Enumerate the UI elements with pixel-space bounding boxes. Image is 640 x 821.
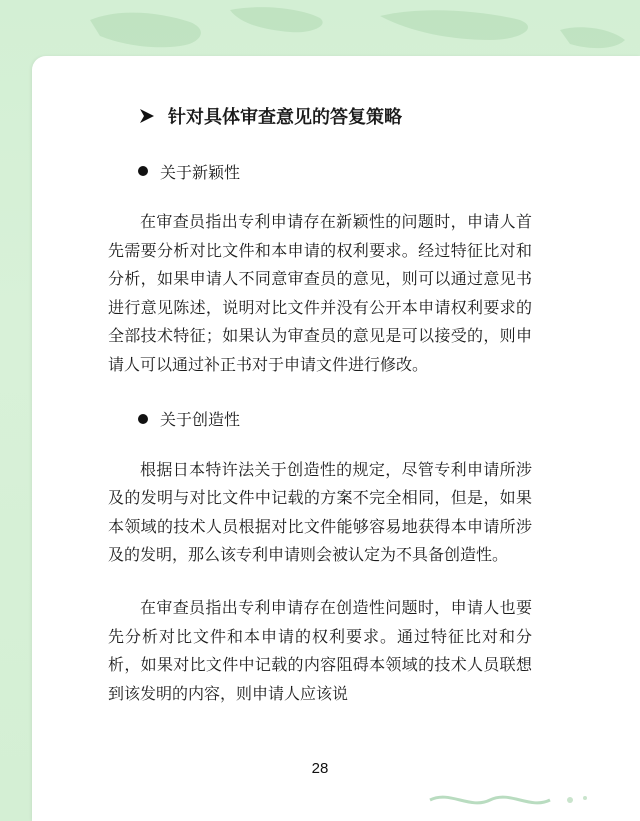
paragraph-inventiveness-2: 在审查员指出专利申请存在创造性问题时，申请人也要先分析对比文件和本申请的权利要求。通过特征比对和分析，如果对比文件中记载的内容阻碍本领域的技术人员联想到该发明的内容，则申请人应该说 (108, 597, 532, 703)
page-number: 28 (311, 760, 329, 777)
section-heading (138, 96, 532, 136)
paragraph-novelty: 在审查员指出专利申请存在新颖性的问题时，申请人首先需要分析对比文件和本申请的权利要求。经过特征比对和分析，如果申请人不同意审查员的意见，则可以通过意见书进行意见陈述，说明对比文件并没有公开本申请权利要求的全部技术特征；如果认为审查员的意见是可以接受的，则申请人可以通过补正书对于申请文件进行修改。 (108, 212, 532, 374)
subsection-title-novelty (138, 156, 532, 186)
bullet-icon (138, 166, 148, 176)
paragraph-inventiveness-1: 根据日本特许法关于创造性的规定，尽管专利申请所涉及的发明与对比文件中记载的方案不完全相同，但是，如果本领域的技术人员根据对比文件能够容易地获得本申请所涉及的发明，那么该专利申请则会被认定为不具备创造性。 (108, 459, 532, 565)
subsection-title-inventiveness (138, 404, 532, 434)
arrow-bullet-icon (138, 107, 156, 125)
subsection-title-text: 关于新颖性 (160, 162, 241, 182)
section-heading-text: 针对具体审查意见的答复策略 (168, 107, 402, 128)
document-content (108, 96, 532, 708)
decorative-swirl (420, 780, 620, 816)
subsection-title-text: 关于创造性 (160, 410, 241, 430)
bullet-icon (138, 414, 148, 424)
